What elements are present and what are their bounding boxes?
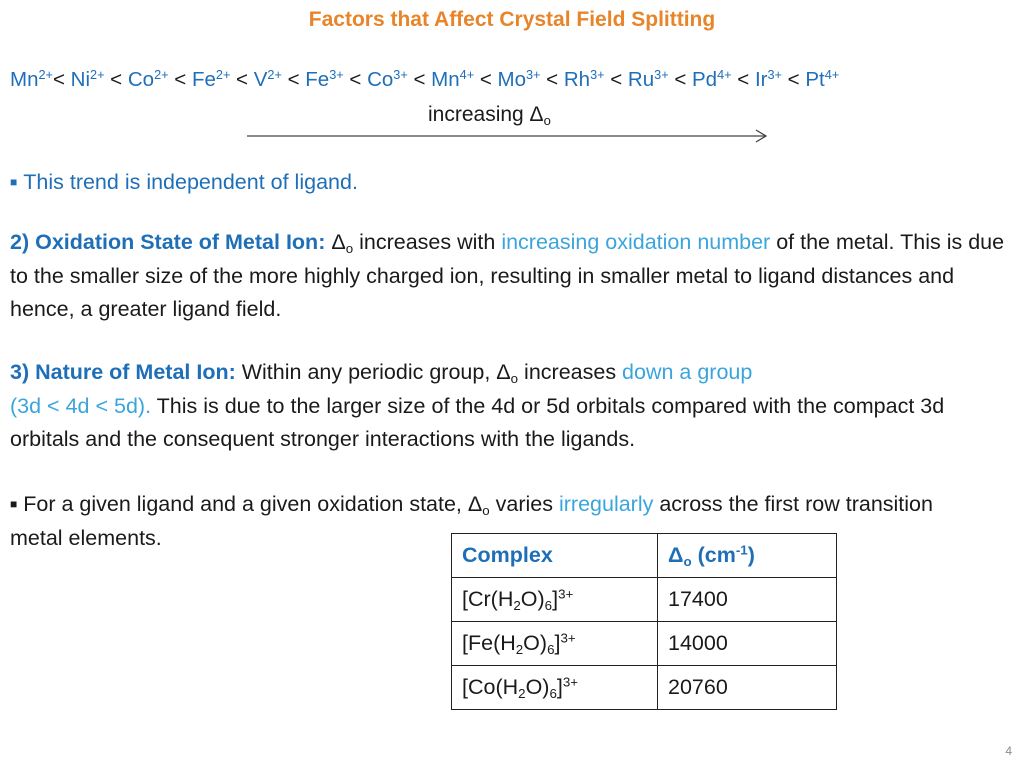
table-row <box>452 622 837 666</box>
delta-value-cell: 17400 <box>658 578 837 622</box>
header-delta: $\Delta_o$ $(cm^{-1})$ <box>658 534 837 578</box>
square-bullet-icon: ■ <box>10 175 18 189</box>
complex-cell: $[Fe(H_2O)_6]^{3+}$ <box>452 622 658 666</box>
table-row <box>452 578 837 622</box>
bullet-trend-independent: ■ This trend is independent of ligand. <box>10 170 358 194</box>
section-oxidation-state: 2) Oxidation State of Metal Ion: $\Delta_o$ increases with increasing oxidation number of the metal. This is due to the smaller size of the more highly charged ion, resulting in smaller metal to ligand distances and hence, a greater ligand field. <box>10 230 1005 321</box>
delta-value-cell: 20760 <box>658 666 837 710</box>
complex-cell: $[Cr(H_2O)_6]^{3+}$ <box>452 578 658 622</box>
section-nature-metal-ion: 3) Nature of Metal Ion: Within any periodic group, $\Delta_o$ increases down a group (3d < 4d < 5d). This is due to the larger size of the 4d or 5d orbitals compared with the compact 3d orbitals and the consequent stronger interactions with the ligands. <box>10 360 945 451</box>
series-ion: $Ni^{2+}$ < <box>70 67 128 91</box>
series-ion: $Fe^{3+}$ < <box>305 67 368 91</box>
series-ion: $Co^{2+}$ < <box>127 67 192 91</box>
page-number: 4 <box>1005 744 1012 758</box>
series-ion: $Co^{3+}$ < <box>367 67 432 91</box>
delta-value-cell: 14000 <box>658 622 837 666</box>
series-ion: $Mn^{4+}$ < <box>431 67 498 91</box>
series-ion: $Ir^{3+}$ < <box>754 67 806 91</box>
series-ion: $Fe^{2+}$ < <box>191 67 254 91</box>
series-ion: $Mo^{3+}$ < <box>497 67 564 91</box>
metal-ion-series <box>10 68 1020 92</box>
series-ion: $V^{2+}$ < <box>253 67 306 91</box>
complex-cell: $[Co(H_2O)_6]^{3+}$ <box>452 666 658 710</box>
square-bullet-icon: ■ <box>10 497 18 511</box>
slide-title: Factors that Affect Crystal Field Splitting <box>308 8 716 31</box>
table-row <box>452 666 837 710</box>
series-ion: $Mn^{2+}<$ <box>10 67 71 91</box>
bullet-irregular-variation: ■ For a given ligand and a given oxidation state, $\Delta_o$ varies irregularly across the first row transition metal elements. <box>10 492 933 550</box>
table-header-row <box>452 534 837 578</box>
series-ion: $Rh^{3+}$ < <box>563 67 628 91</box>
increasing-delta-label: increasing $\Delta_o$ <box>428 103 551 128</box>
increasing-arrow-icon <box>246 128 772 144</box>
series-ion: $Pt^{4+}$ <box>805 67 840 91</box>
header-complex: Complex <box>452 534 658 578</box>
series-ion: $Ru^{3+}$ < <box>627 67 692 91</box>
series-ion: $Pd^{4+}$ < <box>692 67 755 91</box>
delta-o-table <box>451 533 837 710</box>
